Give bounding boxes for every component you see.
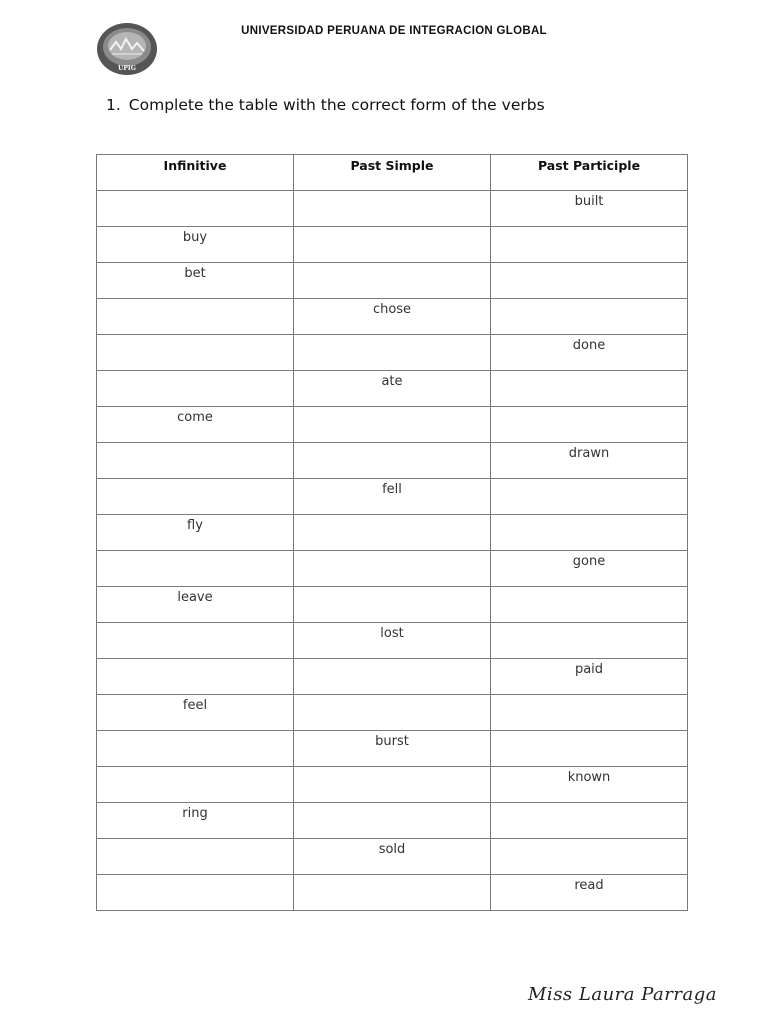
table-row (97, 659, 688, 695)
table-row (97, 407, 688, 443)
cell-text (491, 515, 687, 518)
cell-past-simple[interactable] (294, 551, 491, 587)
cell-text: sold (378, 842, 406, 857)
cell-infinitive[interactable] (97, 335, 294, 371)
table-row (97, 515, 688, 551)
cell-past-participle[interactable] (491, 263, 688, 299)
cell-infinitive[interactable] (97, 551, 294, 587)
table-row (97, 551, 688, 587)
cell-text (97, 443, 293, 446)
cell-text (294, 227, 490, 230)
cell-text (491, 227, 687, 230)
exercise-instruction (106, 96, 545, 114)
cell-past-participle[interactable] (491, 515, 688, 551)
cell-past-simple[interactable] (294, 371, 491, 407)
cell-past-simple[interactable] (294, 839, 491, 875)
cell-text (97, 479, 293, 482)
cell-text (491, 587, 687, 590)
cell-text: known (567, 770, 611, 785)
cell-text (491, 839, 687, 842)
cell-text: paid (574, 662, 604, 677)
cell-text (97, 623, 293, 626)
cell-text: burst (375, 734, 409, 749)
cell-text (294, 443, 490, 446)
cell-text: built (574, 194, 604, 209)
cell-past-participle[interactable] (491, 479, 688, 515)
cell-infinitive[interactable] (97, 191, 294, 227)
exercise-text: Complete the table with the correct form of the verbs (128, 96, 545, 114)
cell-past-simple[interactable] (294, 587, 491, 623)
cell-past-simple[interactable] (294, 659, 491, 695)
cell-past-simple[interactable] (294, 263, 491, 299)
table-row (97, 875, 688, 911)
cell-text (491, 623, 687, 626)
cell-infinitive[interactable] (97, 299, 294, 335)
university-name: UNIVERSIDAD PERUANA DE INTEGRACION GLOBAL (241, 25, 547, 37)
cell-infinitive[interactable] (97, 875, 294, 911)
cell-past-participle[interactable] (491, 695, 688, 731)
cell-past-participle[interactable] (491, 551, 688, 587)
cell-past-simple[interactable] (294, 875, 491, 911)
cell-infinitive[interactable] (97, 731, 294, 767)
cell-past-simple[interactable] (294, 335, 491, 371)
cell-past-simple[interactable] (294, 623, 491, 659)
cell-past-simple[interactable] (294, 695, 491, 731)
cell-infinitive[interactable] (97, 515, 294, 551)
cell-past-participle[interactable] (491, 767, 688, 803)
table-header-row (97, 155, 688, 191)
table-row (97, 479, 688, 515)
cell-text (491, 479, 687, 482)
cell-past-simple[interactable] (294, 443, 491, 479)
cell-text (491, 299, 687, 302)
cell-text (294, 659, 490, 662)
cell-past-simple[interactable] (294, 479, 491, 515)
cell-past-simple[interactable] (294, 227, 491, 263)
table-row (97, 299, 688, 335)
cell-past-simple[interactable] (294, 299, 491, 335)
cell-text (491, 371, 687, 374)
cell-text (294, 587, 490, 590)
cell-text: feel (182, 698, 208, 713)
teacher-signature: Miss Laura Parraga (528, 984, 717, 1005)
cell-past-participle[interactable] (491, 191, 688, 227)
cell-text (97, 839, 293, 842)
cell-past-participle[interactable] (491, 371, 688, 407)
cell-infinitive[interactable] (97, 839, 294, 875)
cell-text: buy (182, 230, 208, 245)
cell-past-participle[interactable] (491, 839, 688, 875)
cell-text (491, 263, 687, 266)
cell-past-participle[interactable] (491, 443, 688, 479)
cell-infinitive[interactable] (97, 803, 294, 839)
cell-text (97, 731, 293, 734)
header-past-simple: Past Simple (294, 155, 491, 191)
cell-infinitive[interactable] (97, 587, 294, 623)
cell-text (294, 767, 490, 770)
cell-past-simple[interactable] (294, 803, 491, 839)
cell-infinitive[interactable] (97, 227, 294, 263)
cell-text: come (177, 410, 213, 425)
cell-text (491, 731, 687, 734)
header-past-participle: Past Participle (491, 155, 688, 191)
cell-infinitive[interactable] (97, 407, 294, 443)
logo-text: UPIG (118, 65, 136, 72)
cell-text (294, 407, 490, 410)
cell-text (294, 191, 490, 194)
cell-past-simple[interactable] (294, 191, 491, 227)
cell-past-participle[interactable] (491, 299, 688, 335)
cell-past-simple[interactable] (294, 731, 491, 767)
cell-text: bet (184, 266, 206, 281)
cell-text: chose (372, 302, 412, 317)
table-row (97, 803, 688, 839)
cell-infinitive[interactable] (97, 443, 294, 479)
cell-text (294, 515, 490, 518)
cell-past-participle[interactable] (491, 803, 688, 839)
cell-text (294, 875, 490, 878)
cell-text (294, 551, 490, 554)
cell-text: done (572, 338, 606, 353)
cell-past-participle[interactable] (491, 587, 688, 623)
cell-past-participle[interactable] (491, 659, 688, 695)
cell-text: ring (182, 806, 208, 821)
cell-text (97, 767, 293, 770)
cell-past-simple[interactable] (294, 407, 491, 443)
cell-text (97, 551, 293, 554)
cell-text (97, 875, 293, 878)
table-row (97, 335, 688, 371)
cell-text (97, 659, 293, 662)
cell-text (97, 335, 293, 338)
cell-infinitive[interactable] (97, 623, 294, 659)
table-row (97, 227, 688, 263)
cell-past-simple[interactable] (294, 515, 491, 551)
table-row (97, 587, 688, 623)
table-row (97, 263, 688, 299)
cell-text (294, 263, 490, 266)
header-infinitive: Infinitive (97, 155, 294, 191)
cell-past-participle[interactable] (491, 407, 688, 443)
table-row (97, 371, 688, 407)
cell-infinitive[interactable] (97, 479, 294, 515)
cell-text (294, 803, 490, 806)
table-row (97, 695, 688, 731)
table-row (97, 443, 688, 479)
table-row (97, 767, 688, 803)
cell-text (294, 695, 490, 698)
cell-text (491, 803, 687, 806)
cell-past-participle[interactable] (491, 875, 688, 911)
cell-text: leave (177, 590, 213, 605)
table-row (97, 839, 688, 875)
cell-infinitive[interactable] (97, 371, 294, 407)
cell-text (294, 335, 490, 338)
table-row (97, 623, 688, 659)
cell-text (491, 695, 687, 698)
cell-past-simple[interactable] (294, 767, 491, 803)
cell-infinitive[interactable] (97, 659, 294, 695)
cell-text: read (574, 878, 604, 893)
table-row (97, 731, 688, 767)
cell-text (97, 191, 293, 194)
table-row (97, 191, 688, 227)
cell-text: ate (381, 374, 403, 389)
cell-past-participle[interactable] (491, 335, 688, 371)
exercise-number: 1. (106, 96, 121, 114)
cell-past-participle[interactable] (491, 623, 688, 659)
cell-infinitive[interactable] (97, 767, 294, 803)
verb-table (96, 154, 688, 911)
cell-past-participle[interactable] (491, 731, 688, 767)
cell-text: drawn (568, 446, 610, 461)
cell-infinitive[interactable] (97, 263, 294, 299)
cell-text: gone (572, 554, 606, 569)
cell-text: fell (382, 482, 402, 497)
cell-text: lost (380, 626, 404, 641)
cell-infinitive[interactable] (97, 695, 294, 731)
cell-text: fly (187, 518, 203, 533)
cell-text (491, 407, 687, 410)
cell-text (97, 371, 293, 374)
cell-past-participle[interactable] (491, 227, 688, 263)
cell-text (97, 299, 293, 302)
